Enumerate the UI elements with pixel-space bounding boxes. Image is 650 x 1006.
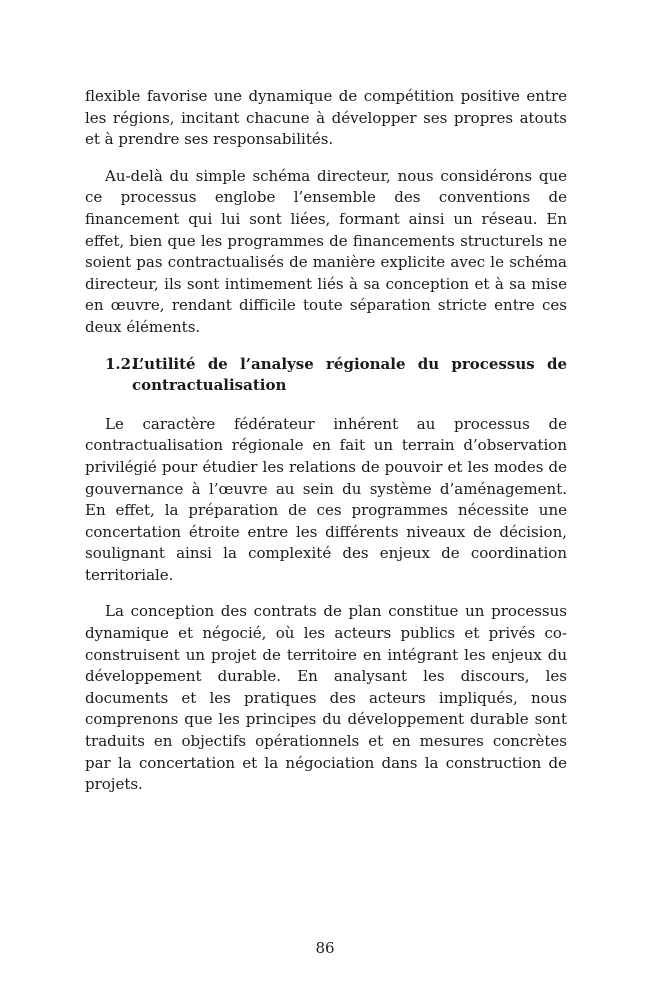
page-body bbox=[85, 86, 567, 811]
section-title: L’utilité de l’analyse régionale du processus de contractualisation bbox=[132, 354, 567, 395]
paragraph-contrats-de-plan: La conception des contrats de plan constitue un processus dynamique et négocié, où les acteurs publics et privés co-construisent un projet de territoire en intégrant les enjeux du développement durable. En analysant les discours, les documents et les pratiques des acteurs impliqués, nous comprenons que les principes du développement durable sont traduits en objectifs opérationnels et en mesures concrètes par la concertation et la négociation dans la construction de projets. bbox=[85, 602, 567, 794]
section-heading bbox=[85, 354, 567, 397]
paragraph-schema-directeur: Au-delà du simple schéma directeur, nous considérons que ce processus englobe l’ensemble des conventions de financement qui lui sont liées, formant ainsi un réseau. En effet, bien que les programmes de financements structurels ne soient pas contractualisés de manière explicite avec le schéma directeur, ils sont intimement liés à sa conception et à sa mise en œuvre, rendant difficile toute séparation stricte entre ces deux éléments. bbox=[85, 166, 567, 336]
section-number: 1.2. bbox=[105, 354, 137, 373]
page-number: 86 bbox=[315, 939, 335, 957]
paragraph-caractere-federateur: Le caractère fédérateur inhérent au processus de contractualisation régionale en fait un terrain d’observation privilégié pour étudier les relations de pouvoir et les modes de gouvernance à l’œuvre au sein du système d’aménagement. En effet, la préparation de ces programmes nécessite une concertation étroite entre les différents niveaux de décision, soulignant ainsi la complexité des enjeux de coordination territoriale. bbox=[85, 414, 567, 584]
paragraph-continuation: flexible favorise une dynamique de compétition positive entre les régions, incitant chacune à développer ses propres atouts et à prendre ses responsabilités. bbox=[85, 87, 567, 149]
